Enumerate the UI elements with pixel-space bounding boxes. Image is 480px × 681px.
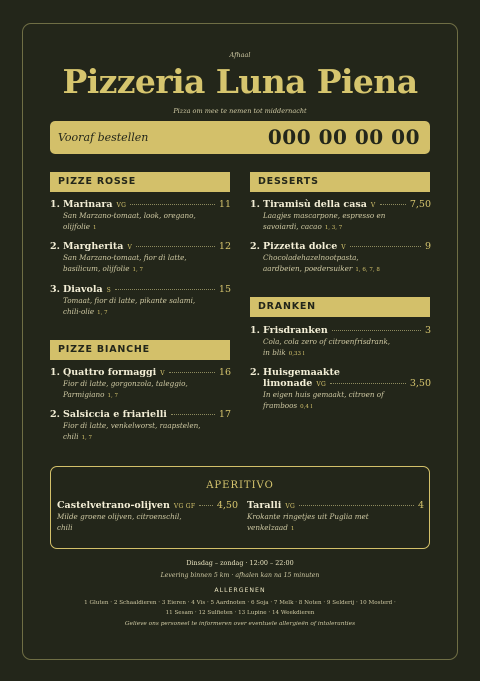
item-description: Milde groene olijven, citroenschil, chili — [57, 512, 182, 532]
item-name: Tiramisù della casa — [263, 199, 367, 210]
item-price: 3,50 — [409, 378, 431, 389]
item-allergens: 1 — [290, 526, 295, 532]
item-price: 11 — [218, 199, 231, 210]
item-price: 16 — [218, 367, 231, 378]
item-description: Tomaat, fior di latte, pikante salami, chili-olie 1, 7 — [63, 296, 196, 316]
dot-leader — [136, 246, 215, 247]
dot-leader — [199, 505, 212, 506]
item-number: 1. — [50, 199, 60, 210]
item-description: Fior di latte, gorgonzola, taleggio, Parmigiano 1, 7 — [63, 379, 188, 399]
order-banner — [50, 121, 430, 154]
item-description: San Marzano-tomaat, fior di latte, basilicum, olijfolie 1, 7 — [63, 253, 187, 273]
dot-leader — [299, 505, 414, 506]
menu-item — [250, 241, 431, 276]
item-price: 17 — [218, 409, 231, 420]
dot-leader — [380, 204, 406, 205]
item-name: Marinara — [63, 199, 113, 210]
item-name: Castelvetrano-olijven — [57, 500, 170, 511]
item-tag: V — [341, 244, 346, 251]
item-number: 2. — [250, 241, 260, 252]
aperitivo-title: APERITIVO — [206, 480, 274, 491]
allergens-title: ALLERGENEN — [214, 587, 266, 594]
item-name: Diavola — [63, 284, 103, 295]
menu-item — [57, 500, 238, 533]
dot-leader — [330, 383, 406, 384]
tagline: Pizza om mee te nemen tot middernacht — [173, 107, 307, 115]
dot-leader — [169, 372, 215, 373]
menu-item — [50, 199, 231, 234]
item-tag: VG GF — [173, 503, 196, 510]
order-label: Vooraf bestellen — [58, 131, 149, 144]
item-volume: 0,33 l — [288, 351, 305, 357]
item-allergens: 1, 6, 7, 8 — [355, 267, 380, 273]
item-volume: 0,4 l — [300, 404, 313, 410]
item-description: Krokante ringetjes uit Puglia met venkelzaad 1 — [247, 512, 369, 532]
item-allergens: 1, 7 — [132, 267, 144, 273]
menu-item — [250, 367, 431, 413]
kicker: Afhaal — [229, 51, 251, 59]
item-number: 1. — [250, 199, 260, 210]
order-phone[interactable]: 000 00 00 00 — [267, 125, 420, 149]
item-tag: V — [370, 202, 376, 209]
menu-item — [50, 241, 231, 276]
item-price: 4,50 — [216, 500, 238, 511]
item-description: Cola, cola zero of citroenfrisdrank, in blik 0,33 l — [263, 337, 391, 357]
delivery-info: Levering binnen 5 km · afhalen kan na 15 minuten — [160, 572, 320, 579]
dot-leader — [130, 204, 215, 205]
allergens-list: 1 Gluten · 2 Schaaldieren · 3 Eieren · 4 Vis · 5 Aardnoten · 6 Soja · 7 Melk · 8 Noten · 9 Selderij · 10 Mosterd · — [84, 600, 396, 606]
item-tag: V — [127, 244, 133, 251]
item-number: 1. — [250, 325, 260, 336]
section-pizze-bianche: PIZZE BIANCHE — [50, 340, 230, 360]
item-name-line2: limonade — [263, 378, 313, 389]
item-tag: VG — [116, 202, 127, 209]
item-description: Fior di latte, venkelworst, raapstelen, chili 1, 7 — [63, 421, 201, 441]
section-dranken: DRANKEN — [250, 297, 430, 317]
item-number: 1. — [50, 367, 60, 378]
item-number: 2. — [50, 409, 60, 420]
dot-leader — [115, 289, 215, 290]
menu-item — [50, 409, 231, 444]
menu-item — [247, 500, 424, 535]
item-price: 12 — [218, 241, 231, 252]
item-price: 3 — [424, 325, 431, 336]
dot-leader — [332, 330, 421, 331]
item-name: Quattro formaggi — [63, 367, 157, 378]
item-price: 7,50 — [409, 199, 431, 210]
item-description: Laagjes mascarpone, espresso en savoiardi, cacao 1, 3, 7 — [263, 211, 386, 231]
allergens-list-2: 11 Sesam · 12 Sulfieten · 13 Lupine · 14 Weekdieren — [165, 610, 315, 616]
item-name: Frisdranken — [263, 325, 328, 336]
item-name: Huisgemaakte — [263, 367, 340, 378]
item-number: 2. — [250, 367, 260, 378]
page-title: Pizzeria Luna Piena — [62, 62, 418, 101]
item-allergens: 1 — [93, 225, 97, 231]
item-price: 15 — [218, 284, 231, 295]
item-allergens: 1, 3, 7 — [324, 225, 343, 231]
item-description: Chocoladehazelnootpasta, aardbeien, poedersuiker 1, 6, 7, 8 — [263, 253, 380, 273]
opening-hours: Dinsdag – zondag · 12:00 – 22:00 — [186, 559, 294, 567]
menu-item — [50, 284, 231, 319]
aperitivo-box — [50, 466, 430, 549]
item-tag: VG — [285, 503, 296, 510]
item-tag: VG — [316, 381, 327, 388]
item-name: Margherita — [63, 241, 124, 252]
item-allergens: 1, 7 — [107, 393, 118, 399]
item-allergens: 1, 7 — [81, 435, 93, 441]
item-price: 4 — [417, 500, 424, 511]
item-number: 2. — [50, 241, 60, 252]
item-name: Taralli — [247, 500, 282, 511]
item-tag: V — [160, 370, 165, 377]
dot-leader — [171, 414, 215, 415]
menu-item — [250, 325, 431, 360]
allergy-note: Gelieve ons personeel te informeren over eventuele allergieën of intoleranties — [124, 621, 356, 627]
item-description: In eigen huis gemaakt, citroen of framboos 0,4 l — [263, 390, 384, 410]
item-tag: S — [106, 287, 112, 294]
item-name: Salsiccia e friarielli — [63, 409, 167, 420]
section-desserts: DESSERTS — [250, 172, 430, 192]
menu-item — [50, 367, 231, 402]
item-number: 3. — [50, 284, 60, 295]
item-allergens: 1, 7 — [97, 310, 108, 316]
item-price: 9 — [424, 241, 431, 252]
section-pizze-rosse: PIZZE ROSSE — [50, 172, 230, 192]
item-name: Pizzetta dolce — [263, 241, 338, 252]
item-description: San Marzano-tomaat, look, oregano, olijfolie 1 — [63, 211, 196, 231]
menu-item — [250, 199, 431, 234]
dot-leader — [350, 246, 421, 247]
